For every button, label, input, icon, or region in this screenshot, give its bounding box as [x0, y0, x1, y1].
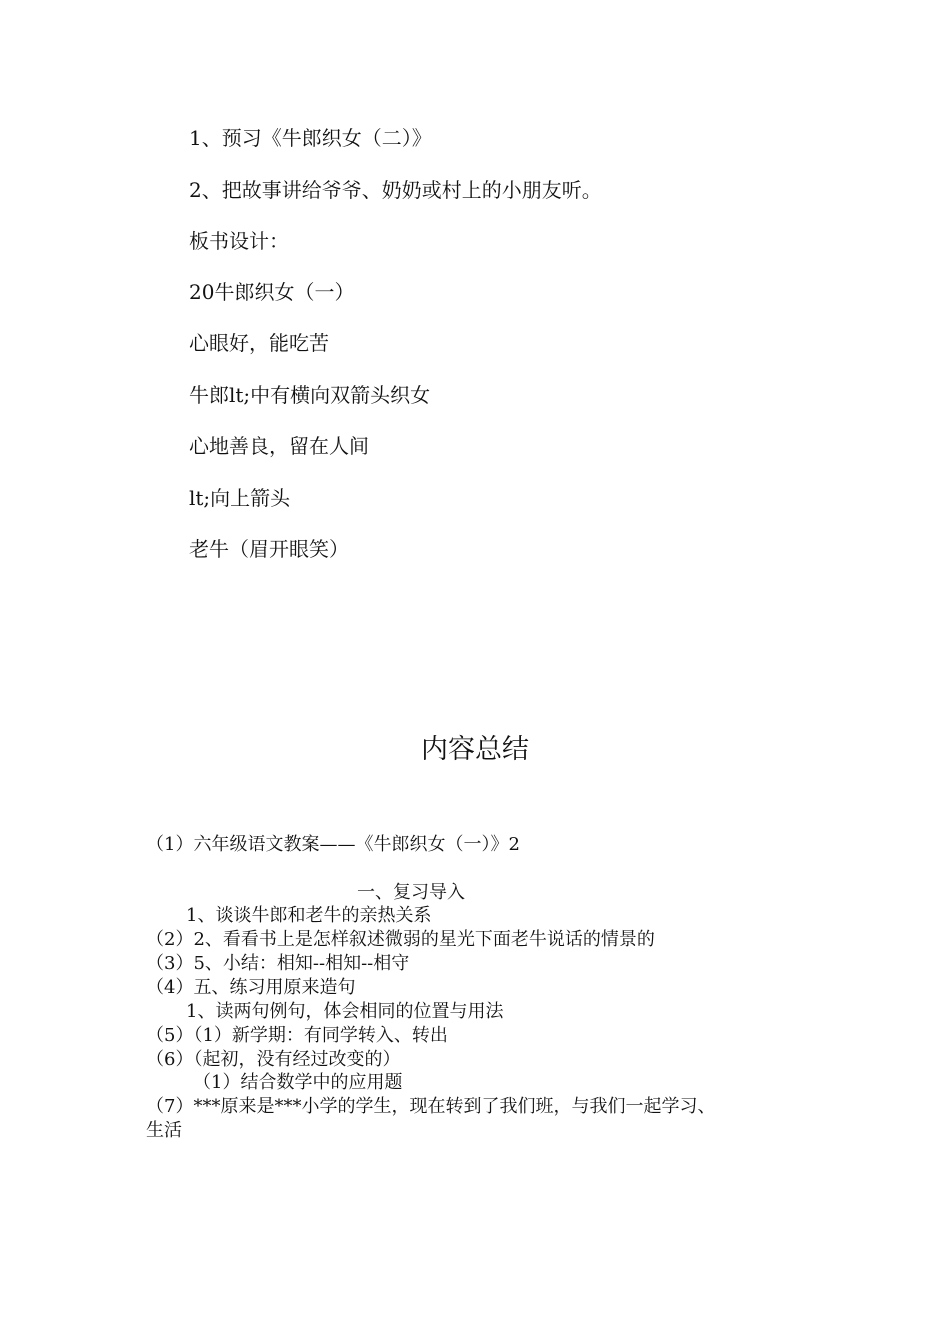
summary-line: 一、复习导入	[357, 882, 465, 903]
summary-line: （2）2、看看书上是怎样叙述微弱的星光下面老牛说话的情景的	[146, 929, 655, 950]
board-line: 老牛（眉开眼笑）	[189, 537, 349, 561]
summary-line: 生活	[146, 1120, 182, 1141]
summary-line: （6）（起初，没有经过改变的）	[146, 1049, 401, 1070]
board-line: 心眼好，能吃苦	[189, 331, 329, 355]
board-line: lt;向上箭头	[189, 486, 291, 510]
board-line: 心地善良，留在人间	[189, 434, 369, 458]
homework-item-1: 1、预习《牛郎织女（二）》	[189, 126, 432, 150]
summary-line: （7）***原来是***小学的学生，现在转到了我们班，与我们一起学习、	[146, 1096, 716, 1117]
board-title: 20牛郎织女（一）	[189, 280, 355, 304]
summary-line: 1、谈谈牛郎和老牛的亲热关系	[186, 905, 432, 926]
summary-line: （1）结合数学中的应用题	[193, 1072, 403, 1093]
summary-line: （3）5、小结：相知--相知--相守	[146, 953, 410, 974]
summary-line: （1）六年级语文教案——《牛郎织女（一）》2	[146, 834, 520, 855]
summary-line: 1、读两句例句，体会相同的位置与用法	[186, 1001, 504, 1022]
summary-line: （4）五、练习用原来造句	[146, 977, 356, 998]
board-design-heading: 板书设计：	[189, 229, 289, 253]
summary-title: 内容总结	[421, 734, 529, 765]
summary-line: （5）（1）新学期：有同学转入、转出	[146, 1025, 448, 1046]
homework-item-2: 2、把故事讲给爷爷、奶奶或村上的小朋友听。	[189, 178, 602, 202]
board-line: 牛郎lt;中有横向双箭头织女	[189, 383, 431, 407]
